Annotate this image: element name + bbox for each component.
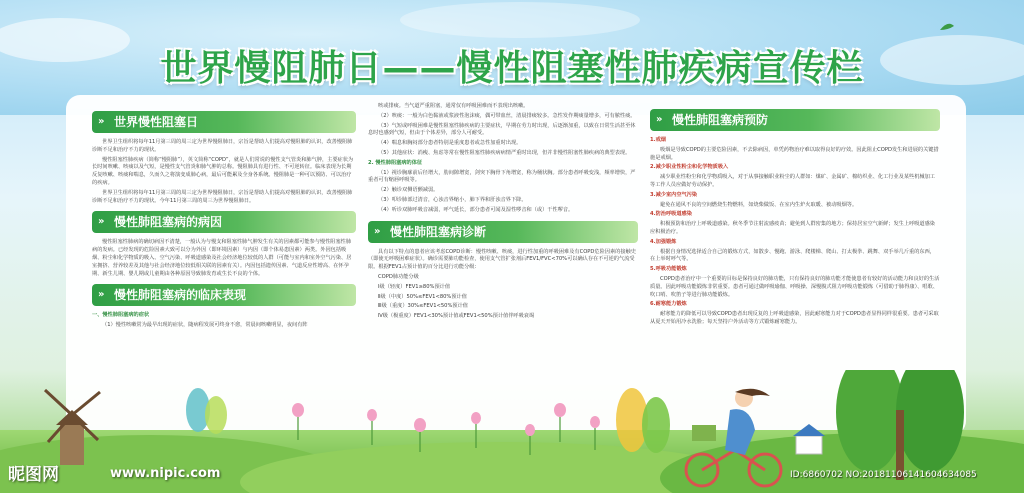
chevron-right-icon: » [98, 289, 105, 301]
paragraph: （3）气短或呼吸困难是慢性阻塞性肺疾病的主要症状，早期在劳力时出现，后逐渐加重，以致在日常生活甚至休息时也感到气短，但由于个体差异，部分人可耐受。 [368, 122, 636, 137]
section-header-world-copd-day [92, 111, 356, 133]
paragraph: （3）叩诊肺部过清音，心浊音界缩小，肺下界和肝浊音界下降。 [378, 196, 527, 203]
chevron-right-icon: » [98, 116, 105, 127]
column-right [650, 103, 940, 329]
paragraph: 世界卫生组织将每年11月第三周的周三定为世界慢阻肺日，宗旨是帮助人们提高对慢阻肺的认识，改善慢阻肺诊断不足和治疗不力的现状。今年11月第三周的周三为世界慢阻肺日。 [92, 189, 353, 204]
paragraph: 世界卫生组织将每年11月第三周的周三定为世界慢阻肺日，宗旨是帮助人们提高对慢阻肺的认识，改善慢阻肺诊断不足和治疗不力的现状。 [92, 139, 353, 153]
paragraph: 减少职业性粉尘和化学物质吸入，对于从事接触职业粉尘的人群如：煤矿、金属矿、棉纺织业、化工行业及某些机械加工等工作人员应做好劳动保护。 [650, 174, 935, 188]
section-header-prevention [650, 109, 940, 131]
section-title: 慢性肺阻塞病预防 [672, 113, 769, 127]
paragraph: （2）咳痰：一般为白色黏液或浆液性泡沫痰，偶可带血丝，清晨排痰较多。急性发作期痰量增多，可有脓性痰。 [378, 112, 636, 119]
section-title: 世界慢性阻塞日 [114, 115, 199, 129]
paragraph: 积极预防和治疗上呼吸道感染。秋冬季节注射流感疫苗；避免到人群密集的地方；保持居室空气新鲜；发生上呼吸道感染应积极治疗。 [650, 221, 935, 235]
section-title: 慢性肺阻塞病的病因 [114, 215, 223, 230]
section-title: 慢性肺阻塞病的临床表现 [114, 288, 247, 303]
grade-title: COPD肺功能分级 [378, 273, 419, 280]
subheading: 1.戒烟 [650, 137, 666, 143]
paragraph: COPD患者治疗中一个重要的目标是保持良好的肺功能，只有保持良好的肺功能才能使患者有较好的活动能力和良好的生活质量。因此呼吸功能锻炼非常重要。患者可通过做呼吸瑜伽、呼吸操、深慢腹式阻力呼吸功能锻炼（可借助于肺得康）、唱歌、吹口哨、吹笛子等进行肺功能锻炼。 [650, 275, 940, 298]
paragraph: （4）听诊双肺呼吸音减弱，呼气延长，部分患者可闻及湿性啰音和（或）干性啰音。 [378, 206, 574, 213]
subheading: 4.防治呼吸道感染 [650, 211, 692, 218]
column-middle [368, 103, 638, 323]
paragraph: （1）慢性咳嗽常为最早出现的症状，随病程发展可终身不愈，常晨间咳嗽明显，夜间有阵 [102, 322, 308, 329]
subheading: 4.加强锻炼 [650, 238, 677, 245]
watermark-url: www.nipic.com [110, 466, 221, 481]
tree-icon [205, 396, 227, 434]
grade-item: Ⅲ级（重度）30%≤FEV1<50%预计值 [378, 303, 468, 310]
page-title: 世界慢阻肺日——慢性阻塞性肺疾病宣传栏 [160, 48, 864, 89]
house-icon [796, 436, 822, 454]
grade-item: Ⅳ级（极重度）FEV1<30%预计值或FEV1<50%预计值伴呼吸衰竭 [378, 313, 535, 320]
subheading: 6.耐寒能力锻炼 [650, 301, 687, 308]
paragraph: （1）视诊胸廓前后径增大，肋间隙增宽，剑突下胸骨下角增宽，称为桶状胸。部分患者呼吸变浅，频率增快，严重者可有缩唇呼吸等。 [368, 169, 636, 184]
watermark-brand: 昵图网 [8, 465, 59, 485]
tree-icon [642, 397, 670, 453]
paragraph: 吸烟是导致COPD的主要危险因素，不去除病因，单凭药物治疗难以取得良好的疗效。因此阻止COPD发生和进展的关键措施是戒烟。 [650, 146, 939, 161]
section-header-clinical [92, 284, 356, 306]
subheading: 2.减少职业性粉尘和化学物质吸入 [650, 164, 729, 171]
tulip-flowers [292, 403, 600, 436]
paragraph: 咳或排痰。当气道严重阻塞，通常仅有呼吸困难而不表现出咳嗽。 [378, 103, 529, 109]
subheading: 2. 慢性肺阻塞病的体征 [368, 159, 423, 166]
paragraph: 根据自身情况选择适合自己的锻炼方式，如散步、慢跑、游泳、爬楼梯、爬山、打太极拳、跳舞、双手举几斤重的东西，在上举时呼气等。 [650, 248, 935, 263]
chevron-right-icon: » [98, 216, 105, 228]
column-left [92, 105, 356, 332]
paragraph: 具有以下特点的患者应该考虑COPD诊断：慢性咳嗽、咳痰，进行性加重的呼吸困难及有COPD危险因素的接触史（即使无呼吸困难症状）。确诊需要肺功能检查，使用支气管扩张剂后FEV1/FVC<70%可以确认存在不可逆的气流受限。根据FEV1占预计值的百分比进行功能分级： [368, 248, 636, 271]
section-title: 慢性肺阻塞病诊断 [390, 224, 487, 239]
paragraph: （5）其他症状：消瘦、焦虑等常在慢性阻塞性肺疾病病情严重时出现，但并非慢性阻塞性肺疾病的典型表现。 [378, 149, 631, 156]
chevron-right-icon: » [656, 114, 663, 125]
subheading: 一、慢性肺阻塞病的症状 [92, 312, 150, 319]
paragraph: 耐寒能力的降低可以导致COPD患者出现反复的上呼吸道感染，因此耐寒能力对于COPD患者显得同样很重要。患者可采取从夏天开始用冷水洗脸；每天坚持户外活动等方式锻炼耐寒能力。 [650, 311, 939, 325]
paragraph: （4）喘息和胸闷部分患者特别是重度患者或急性加重时出现。 [378, 140, 522, 147]
section-header-diagnosis [368, 221, 638, 243]
paragraph: 慢性阻塞性肺疾病（简称“慢阻肺”），英文简称“COPD”，就是人们常说的慢性支气管炎和肺气肿，主要症状为长时间咳嗽、咳痰以及气短，是慢性支气管炎和肺气肿的总称。慢阻肺具有进行性、不可逆转征。临床表现为长期反复咳嗽、咳痰和喘息，久而久之将演变成肺心病，最后可能累及全身各系统。慢阻肺是一种可以预防、可以治疗的疾病。 [92, 156, 354, 186]
chevron-right-icon: » [374, 225, 381, 237]
paragraph: （2）触诊双侧语颤减弱。 [378, 187, 439, 194]
grade-item: Ⅱ级（中度）50%≤FEV1<80%预计值 [378, 293, 467, 300]
subheading: 5.呼吸功能锻炼 [650, 266, 687, 273]
paragraph: 慢性阻塞性肺病的确切病因不清楚，一般认为与慢支和阻塞性肺气肿发生有关的因素都可能参与慢性阻塞性肺病的发病。已经发现的危险因素大致可以分为外因（即环境因素）与内因（即个体易患因素）两类。外因包括吸烟、粉尘和化学物质的吸入、空气污染、呼吸道感染及社会经济地位较低的人群（可能与室内和室外空气污染、居室拥挤、营养较差及其他与社会经济地位较低相关联的因素有关）。内因包括遗传因素、气道反应性增高、在怀孕期、新生儿期、婴儿期或儿童期由各种原因导致肺发育或生长不良的个体。 [92, 239, 352, 277]
watermark-id: ID:6860702 NO:20181106141604634085 [790, 470, 977, 480]
section-header-cause [92, 211, 356, 233]
grade-item: Ⅰ级（轻度）FEV1≥80%预计值 [378, 283, 451, 290]
paragraph: 避免在通风不良的空间燃烧生物燃料，如烧柴做饭、在室内生炉火取暖、被动吸烟等。 [660, 201, 858, 208]
subheading: 3.减少室内空气污染 [650, 191, 698, 198]
